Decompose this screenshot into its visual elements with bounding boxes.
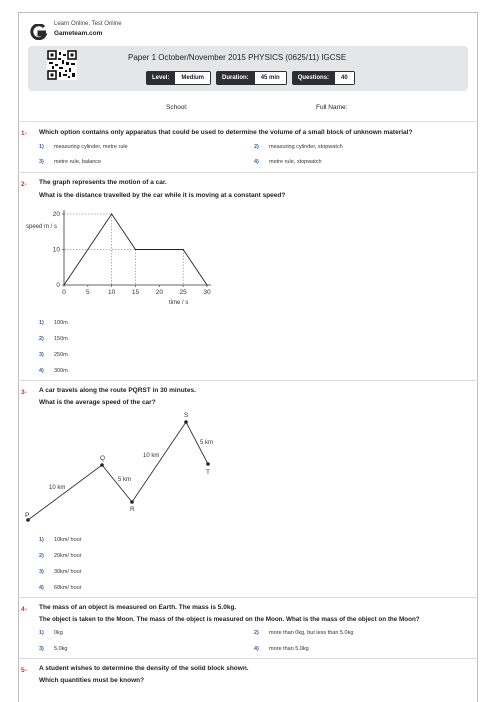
option-number[interactable]: 1) bbox=[39, 630, 44, 636]
x-axis-label: time / s bbox=[169, 300, 189, 306]
question-text-2: The object is taken to the Moon. The mass of the object is measured on the Moon. What is the mass of the object on the Moon? bbox=[39, 616, 420, 623]
divider bbox=[18, 380, 478, 381]
data-point bbox=[206, 284, 207, 285]
option-text[interactable]: 30km/ hour bbox=[54, 569, 82, 575]
gameteam-logo-icon bbox=[30, 24, 48, 40]
segment-label: 5 km bbox=[118, 477, 132, 483]
level-label: Level: bbox=[146, 71, 175, 85]
duration-value: 45 min bbox=[255, 71, 287, 85]
x-tick-label: 20 bbox=[155, 289, 163, 296]
segment-label: 10 km bbox=[49, 485, 66, 491]
questions-chip bbox=[292, 71, 355, 85]
x-tick-label: 15 bbox=[131, 289, 140, 296]
option-number[interactable]: 1) bbox=[39, 144, 44, 150]
option-text[interactable]: 0kg bbox=[54, 630, 63, 636]
x-tick-label: 30 bbox=[203, 289, 211, 296]
option-number[interactable]: 4) bbox=[39, 368, 44, 374]
option-text[interactable]: measuring cylinder, metre rule bbox=[54, 144, 128, 150]
point-label-s: S bbox=[184, 412, 189, 419]
option-text[interactable]: 60km/ hour bbox=[54, 585, 82, 591]
option-number[interactable]: 2) bbox=[254, 630, 259, 636]
data-point bbox=[63, 284, 64, 285]
duration-label: Duration: bbox=[216, 71, 255, 85]
question-text: A student wishes to determine the density of the solid block shown. bbox=[39, 665, 249, 672]
option-text[interactable]: 5.0kg bbox=[54, 646, 68, 652]
y-axis-label: speed m / s bbox=[26, 224, 58, 230]
route-point-s bbox=[184, 420, 188, 424]
option-number[interactable]: 2) bbox=[39, 336, 44, 342]
question-number: 1- bbox=[21, 130, 27, 137]
route-point-t bbox=[206, 462, 210, 466]
option-number[interactable]: 2) bbox=[39, 553, 44, 559]
option-text[interactable]: more than 5.0kg bbox=[269, 646, 309, 652]
option-text[interactable]: more than 0kg, but less than 5.0kg bbox=[269, 630, 354, 636]
data-point bbox=[183, 249, 184, 250]
y-tick-label: 20 bbox=[52, 211, 60, 218]
x-tick-label: 25 bbox=[179, 289, 187, 296]
route-diagram bbox=[22, 408, 222, 528]
option-number[interactable]: 3) bbox=[39, 159, 44, 165]
route-point-r bbox=[130, 500, 134, 504]
question-text: The graph represents the motion of a car. bbox=[39, 179, 167, 186]
question-text: A car travels along the route PQRST in 30 minutes. bbox=[39, 387, 196, 394]
meta-row bbox=[146, 71, 355, 85]
y-tick-label: 0 bbox=[56, 282, 60, 289]
point-label-t: T bbox=[206, 469, 210, 476]
page-border bbox=[18, 12, 478, 702]
school-field[interactable]: School: bbox=[166, 104, 188, 111]
option-number[interactable]: 4) bbox=[254, 646, 259, 652]
question-text: The mass of an object is measured on Earth. The mass is 5.0kg. bbox=[39, 604, 237, 611]
data-point bbox=[135, 249, 136, 250]
x-tick-label: 0 bbox=[62, 289, 66, 296]
option-number[interactable]: 3) bbox=[39, 352, 44, 358]
qr-code-icon[interactable] bbox=[47, 50, 77, 80]
question-text: Which option contains only apparatus that could be used to determine the volume of a small block of unknown material? bbox=[39, 129, 413, 136]
segment-label: 5 km bbox=[200, 440, 214, 446]
paper-title: Paper 1 October/November 2015 PHYSICS (0625/11) IGCSE bbox=[128, 53, 347, 62]
duration-chip bbox=[216, 71, 287, 85]
option-number[interactable]: 4) bbox=[39, 585, 44, 591]
data-point bbox=[111, 213, 112, 214]
divider bbox=[18, 172, 478, 173]
option-text[interactable]: measuring cylinder, stopwatch bbox=[269, 144, 343, 150]
questions-label: Questions: bbox=[292, 71, 335, 85]
divider bbox=[18, 658, 478, 659]
question-text-2: What is the average speed of the car? bbox=[39, 399, 156, 406]
questions-value: 40 bbox=[335, 71, 355, 85]
option-text[interactable]: 20km/ hour bbox=[54, 553, 82, 559]
question-text-2: What is the distance travelled by the car while it is moving at a constant speed? bbox=[39, 192, 286, 199]
x-tick-label: 10 bbox=[108, 289, 116, 296]
level-chip bbox=[146, 71, 211, 85]
question-number: 3- bbox=[21, 389, 27, 396]
level-value: Medium bbox=[175, 71, 211, 85]
option-text[interactable]: metre rule, balance bbox=[54, 159, 102, 165]
option-text[interactable]: metre rule, stopwatch bbox=[269, 159, 322, 165]
point-label-p: P bbox=[25, 512, 30, 519]
option-text[interactable]: 100m bbox=[54, 320, 68, 326]
option-number[interactable]: 1) bbox=[39, 537, 44, 543]
option-number[interactable]: 3) bbox=[39, 646, 44, 652]
route-point-q bbox=[100, 463, 104, 467]
option-number[interactable]: 1) bbox=[39, 320, 44, 326]
x-tick-label: 5 bbox=[86, 289, 90, 296]
brand-tagline: Learn Online, Test Online bbox=[54, 21, 122, 27]
point-label-r: R bbox=[130, 506, 135, 513]
question-number: 4- bbox=[21, 606, 27, 613]
option-number[interactable]: 4) bbox=[254, 159, 259, 165]
y-tick-label: 10 bbox=[52, 246, 60, 254]
option-text[interactable]: 300m bbox=[54, 368, 68, 374]
segment-label: 10 km bbox=[143, 453, 160, 459]
option-number[interactable]: 3) bbox=[39, 569, 44, 575]
divider bbox=[18, 597, 478, 598]
option-text[interactable]: 150m bbox=[54, 336, 68, 342]
full-name-field[interactable]: Full Name: bbox=[316, 104, 348, 111]
divider bbox=[18, 121, 478, 122]
question-number: 5- bbox=[21, 667, 27, 674]
option-text[interactable]: 250m bbox=[54, 352, 68, 358]
option-text[interactable]: 10km/ hour bbox=[54, 537, 82, 543]
option-number[interactable]: 2) bbox=[254, 144, 259, 150]
question-number: 2- bbox=[21, 181, 27, 188]
brand-site[interactable]: Gameteam.com bbox=[54, 30, 103, 37]
question-text-2: Which quantities must be known? bbox=[39, 677, 145, 684]
point-label-q: Q bbox=[100, 455, 106, 462]
speed-time-graph bbox=[24, 204, 224, 310]
